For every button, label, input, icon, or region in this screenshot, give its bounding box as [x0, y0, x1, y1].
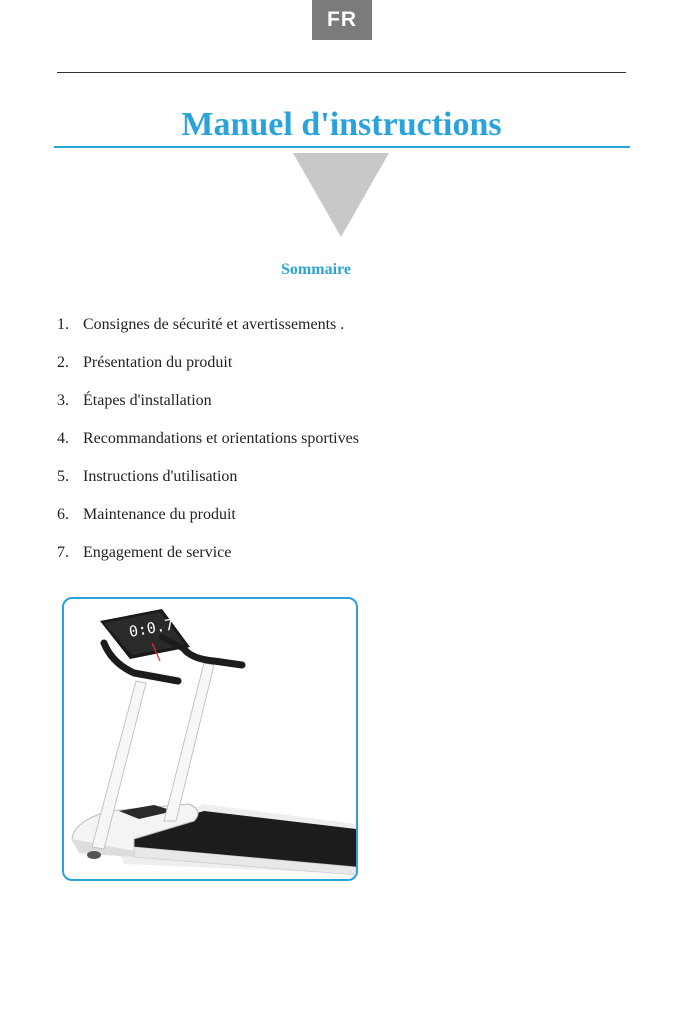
- toc-item: [57, 344, 359, 382]
- toc-item-label: Instructions d'utilisation: [83, 468, 238, 485]
- toc-item-number: 2.: [57, 354, 69, 371]
- toc-item: [57, 458, 359, 496]
- treadmill-illustration: [64, 599, 356, 879]
- toc-item: [57, 306, 359, 344]
- toc-item-number: 5.: [57, 468, 69, 485]
- toc-item-number: 6.: [57, 506, 69, 523]
- treadmill-photo-frame: [62, 597, 358, 881]
- toc-item-number: 7.: [57, 544, 69, 561]
- toc-heading: Sommaire: [281, 261, 351, 278]
- toc-item: [57, 534, 359, 572]
- toc-item: [57, 420, 359, 458]
- toc-item: [57, 382, 359, 420]
- toc-item-label: Maintenance du produit: [83, 506, 236, 523]
- toc-item-label: Étapes d'installation: [83, 392, 212, 409]
- manual-title: Manuel d'instructions: [181, 106, 502, 143]
- toc-item-number: 1.: [57, 316, 69, 333]
- top-divider: [57, 72, 626, 73]
- toc-item-number: 3.: [57, 392, 69, 409]
- toc-item-label: Présentation du produit: [83, 354, 233, 371]
- console-display: 0:0.7: [127, 615, 176, 641]
- toc-item-label: Recommandations et orientations sportives: [83, 430, 359, 447]
- table-of-contents: [57, 306, 359, 572]
- triangle-arrow-icon: [293, 153, 389, 237]
- toc-item-label: Consignes de sécurité et avertissements .: [83, 316, 345, 333]
- toc-item-number: 4.: [57, 430, 69, 447]
- toc-item: [57, 496, 359, 534]
- title-underline: [54, 146, 630, 148]
- language-tab: FR: [312, 0, 372, 40]
- toc-item-label: Engagement de service: [83, 544, 232, 561]
